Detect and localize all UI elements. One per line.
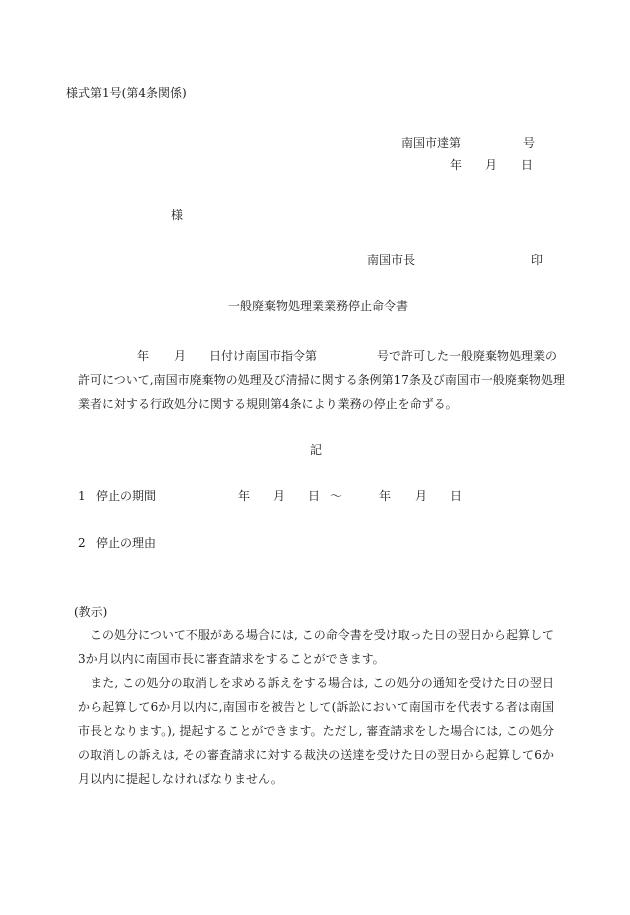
document-title: 一般廃棄物処理業業務停止命令書 <box>228 299 409 313</box>
instruction-heading: (教示) <box>74 605 108 619</box>
item-1-to-year: 年 <box>379 489 392 503</box>
item-1-from-month: 月 <box>273 489 286 503</box>
item-1-from-day: 日 <box>308 489 321 503</box>
date-month: 月 <box>485 158 498 172</box>
item-1-label: 停止の期間 <box>96 489 157 503</box>
instruction-paragraph-2-text: また, この処分の取消しを求める訴えをする場合は, この処分の通知を受けた日の翌日から起算して6か月以内に,南国市を被告として(訴訟において南国市を代表する者は南国市長となります。), 提起することができます。ただし, 審査請求をした場合には, この処分の取消しの訴えは, その審査請求に対する裁決の送達を受けた日の翌日から起算して6か月以内に提起しなければなりません。 <box>78 676 554 786</box>
date-year: 年 <box>450 158 463 172</box>
item-2-label: 停止の理由 <box>96 536 157 550</box>
addressee-honorific: 様 <box>171 208 184 222</box>
item-1-tilde: 〜 <box>330 489 343 503</box>
body-after-number: 号で許可した一般廃棄物処理業の <box>377 349 558 363</box>
issuer-name: 南国市長 <box>367 253 416 267</box>
body-line-3: 業者に対する行政処分に関する規則第4条により業務の停止を命ずる。 <box>78 397 458 411</box>
notice-number-suffix: 号 <box>523 136 536 150</box>
form-label: 様式第1号(第4条関係) <box>66 86 187 100</box>
body-month: 月 <box>174 349 187 363</box>
body-day-permit: 日付け南国市指令第 <box>209 349 318 363</box>
ki-label: 記 <box>310 443 323 457</box>
date-day: 日 <box>521 158 534 172</box>
notice-number-prefix: 南国市達第 <box>401 136 462 150</box>
issuer-seal: 印 <box>531 253 544 267</box>
body-year: 年 <box>137 349 150 363</box>
instruction-paragraph-1 <box>78 623 554 671</box>
item-1-number: 1 <box>78 489 86 503</box>
item-2-number: 2 <box>78 536 86 550</box>
item-1-to-day: 日 <box>450 489 463 503</box>
instruction-paragraph-2 <box>78 671 554 791</box>
item-1-from-year: 年 <box>238 489 251 503</box>
body-line-2: 許可について,南国市廃棄物の処理及び清掃に関する条例第17条及び南国市一般廃棄物処理 <box>78 373 565 387</box>
item-1-to-month: 月 <box>415 489 428 503</box>
instruction-paragraph-1-text: この処分について不服がある場合には, この命令書を受け取った日の翌日から起算して3か月以内に南国市長に審査請求をすることができます。 <box>78 628 554 666</box>
